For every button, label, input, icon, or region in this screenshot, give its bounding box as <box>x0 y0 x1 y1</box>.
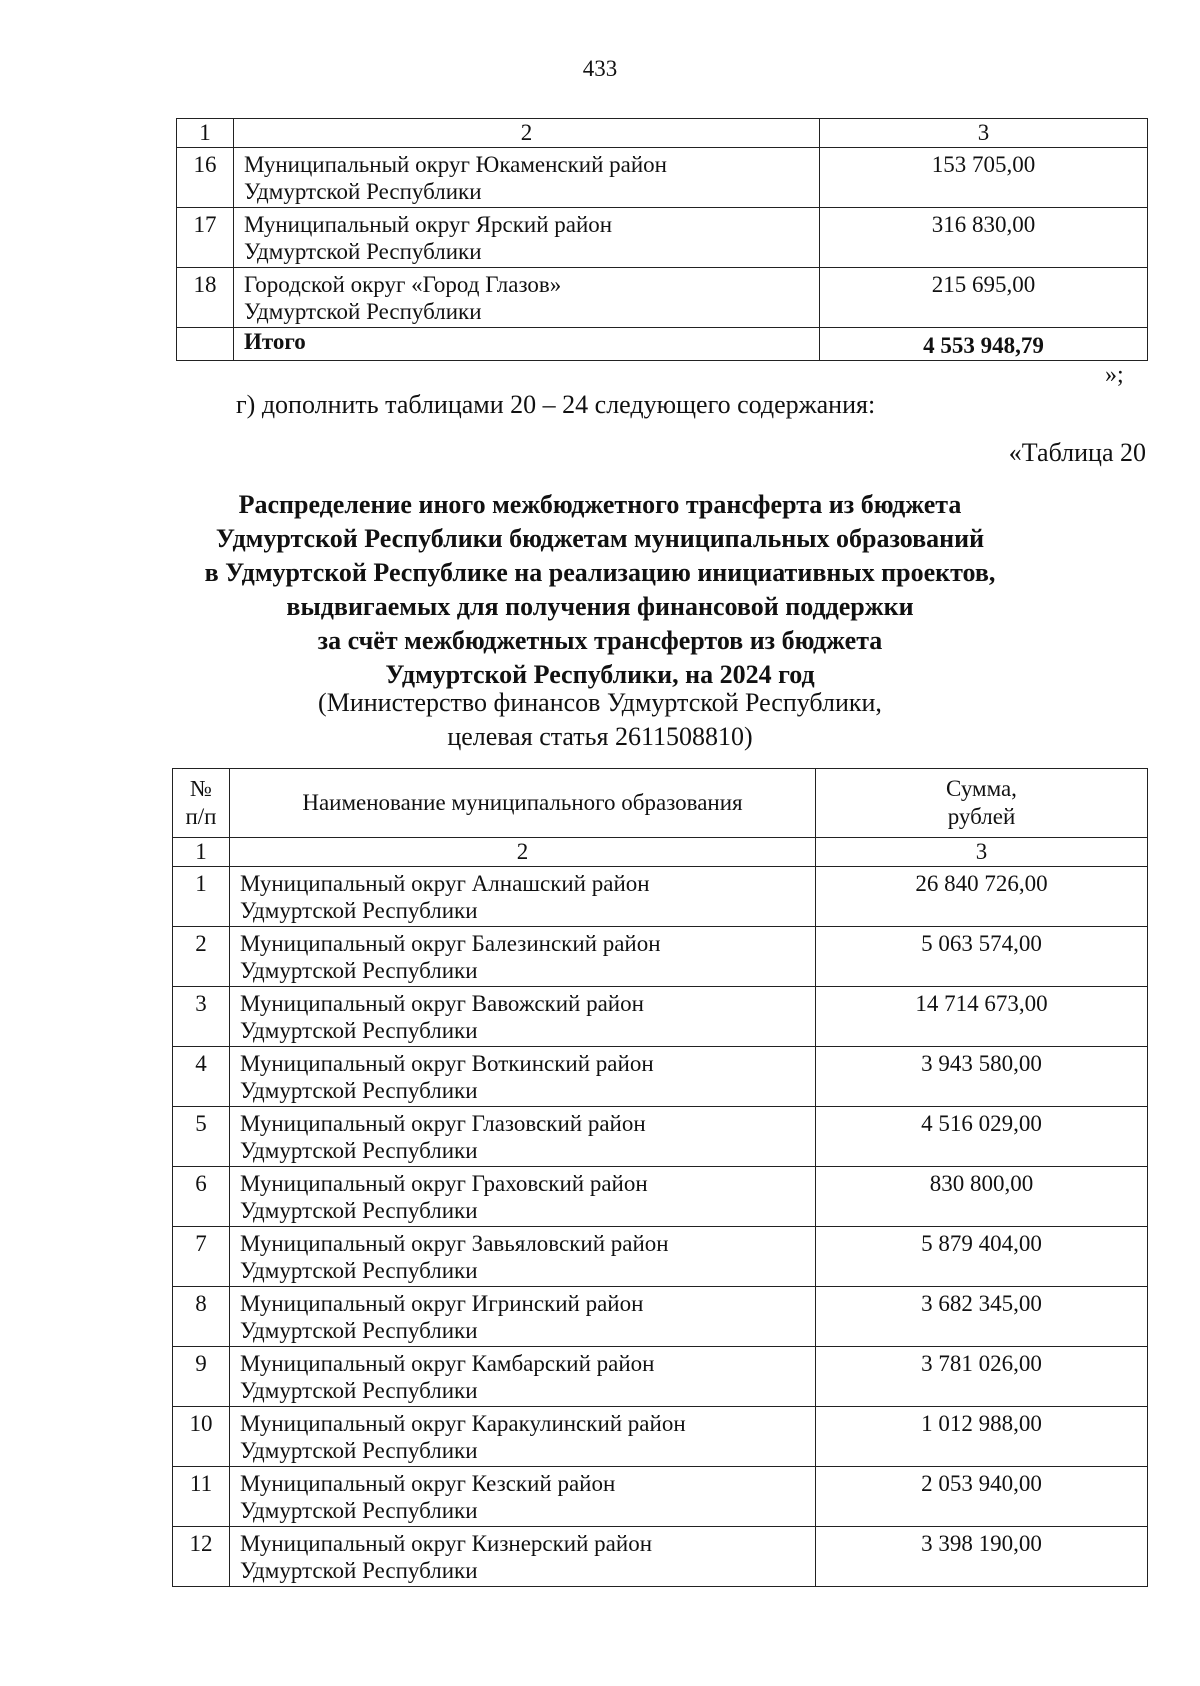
row-number: 9 <box>173 1347 230 1407</box>
row-number: 18 <box>177 268 234 328</box>
column-number-cell: 1 <box>177 119 234 148</box>
table-subtitle <box>0 686 1200 754</box>
name-line: Муниципальный округ Камбарский район <box>240 1351 655 1376</box>
header-number-line: № <box>190 776 212 801</box>
subtitle-line: (Министерство финансов Удмуртской Республики, <box>318 688 882 717</box>
municipality-name <box>230 1407 816 1467</box>
column-number-row <box>177 119 1148 148</box>
name-line: Муниципальный округ Граховский район <box>240 1171 648 1196</box>
title-line: Удмуртской Республики бюджетам муниципальных образований <box>215 524 985 553</box>
total-label: Итого <box>234 328 820 361</box>
table-row <box>173 1047 1148 1107</box>
row-number: 10 <box>173 1407 230 1467</box>
name-line: Муниципальный округ Завьяловский район <box>240 1231 669 1256</box>
name-line: Муниципальный округ Глазовский район <box>240 1111 646 1136</box>
header-sum <box>816 769 1148 838</box>
municipality-name <box>230 1167 816 1227</box>
table-row <box>173 1287 1148 1347</box>
amount: 26 840 726,00 <box>816 867 1148 927</box>
name-line: Удмуртской Республики <box>240 1018 478 1043</box>
amount: 215 695,00 <box>820 268 1148 328</box>
table-row <box>177 208 1148 268</box>
amount: 14 714 673,00 <box>816 987 1148 1047</box>
title-line: в Удмуртской Республике на реализацию инициативных проектов, <box>204 558 996 587</box>
amount: 5 879 404,00 <box>816 1227 1148 1287</box>
amount: 2 053 940,00 <box>816 1467 1148 1527</box>
name-line: Удмуртской Республики <box>240 1438 478 1463</box>
municipality-name <box>234 148 820 208</box>
header-name: Наименование муниципального образования <box>230 769 816 838</box>
total-empty-cell <box>177 328 234 361</box>
column-number-cell: 1 <box>173 838 230 867</box>
table-row <box>173 927 1148 987</box>
table-row <box>173 867 1148 927</box>
municipality-name <box>230 1467 816 1527</box>
name-line: Муниципальный округ Игринский район <box>240 1291 644 1316</box>
row-number: 2 <box>173 927 230 987</box>
column-number-cell: 3 <box>820 119 1148 148</box>
name-line: Муниципальный округ Алнашский район <box>240 871 650 896</box>
amount: 4 516 029,00 <box>816 1107 1148 1167</box>
total-amount: 4 553 948,79 <box>820 328 1148 361</box>
name-line: Муниципальный округ Юкаменский район <box>244 152 667 177</box>
title-line: Распределение иного межбюджетного трансферта из бюджета <box>238 490 962 519</box>
table-row <box>173 1167 1148 1227</box>
title-line: выдвигаемых для получения финансовой поддержки <box>286 592 914 621</box>
name-line: Удмуртской Республики <box>240 1198 478 1223</box>
name-line: Удмуртской Республики <box>240 1378 478 1403</box>
municipality-name <box>230 927 816 987</box>
municipality-name <box>230 867 816 927</box>
title-line: Удмуртской Республики, на 2024 год <box>385 660 815 689</box>
table-row <box>173 1467 1148 1527</box>
table-row <box>173 1407 1148 1467</box>
municipality-name <box>230 1287 816 1347</box>
header-number-line: п/п <box>185 804 217 829</box>
column-number-row <box>173 838 1148 867</box>
name-line: Муниципальный округ Кезский район <box>240 1471 616 1496</box>
previous-table <box>176 118 1148 361</box>
header-sum-line: Сумма, <box>946 776 1017 801</box>
column-number-cell: 2 <box>234 119 820 148</box>
name-line: Удмуртской Республики <box>240 958 478 983</box>
table-label: «Таблица 20 <box>1008 438 1146 467</box>
table-row <box>173 987 1148 1047</box>
name-line: Удмуртской Республики <box>240 1318 478 1343</box>
column-number-cell: 2 <box>230 838 816 867</box>
name-line: Муниципальный округ Вавожский район <box>240 991 644 1016</box>
municipality-name <box>230 1347 816 1407</box>
header-number <box>173 769 230 838</box>
table-row <box>173 1227 1148 1287</box>
municipality-name <box>230 1107 816 1167</box>
name-line: Удмуртской Республики <box>240 1558 478 1583</box>
name-line: Удмуртской Республики <box>240 898 478 923</box>
amount: 1 012 988,00 <box>816 1407 1148 1467</box>
title-line: за счёт межбюджетных трансфертов из бюджета <box>317 626 883 655</box>
row-number: 3 <box>173 987 230 1047</box>
table-row <box>173 1347 1148 1407</box>
table-title <box>0 488 1200 692</box>
row-number: 16 <box>177 148 234 208</box>
municipality-name <box>230 1527 816 1587</box>
name-line: Муниципальный округ Кизнерский район <box>240 1531 653 1556</box>
name-line: Удмуртской Республики <box>244 299 482 324</box>
table-row <box>177 268 1148 328</box>
name-line: Муниципальный округ Ярский район <box>244 212 613 237</box>
row-number: 4 <box>173 1047 230 1107</box>
name-line: Удмуртской Республики <box>240 1258 478 1283</box>
name-line: Удмуртской Республики <box>240 1078 478 1103</box>
table-row <box>173 1107 1148 1167</box>
municipality-name <box>230 1227 816 1287</box>
row-number: 8 <box>173 1287 230 1347</box>
amendment-paragraph: г) дополнить таблицами 20 – 24 следующего содержания: <box>236 390 876 419</box>
municipality-name <box>234 208 820 268</box>
amount: 3 943 580,00 <box>816 1047 1148 1107</box>
amount: 5 063 574,00 <box>816 927 1148 987</box>
table-body <box>173 867 1148 1587</box>
column-number-cell: 3 <box>816 838 1148 867</box>
header-row <box>173 769 1148 838</box>
name-line: Муниципальный округ Каракулинский район <box>240 1411 686 1436</box>
row-number: 7 <box>173 1227 230 1287</box>
municipality-name <box>230 1047 816 1107</box>
row-number: 6 <box>173 1167 230 1227</box>
amount: 830 800,00 <box>816 1167 1148 1227</box>
row-number: 11 <box>173 1467 230 1527</box>
amount: 3 398 190,00 <box>816 1527 1148 1587</box>
name-line: Удмуртской Республики <box>240 1498 478 1523</box>
header-sum-line: рублей <box>947 804 1016 829</box>
row-number: 12 <box>173 1527 230 1587</box>
row-number: 17 <box>177 208 234 268</box>
name-line: Муниципальный округ Воткинский район <box>240 1051 654 1076</box>
distribution-table <box>172 768 1148 1587</box>
municipality-name <box>234 268 820 328</box>
row-number: 1 <box>173 867 230 927</box>
name-line: Муниципальный округ Балезинский район <box>240 931 661 956</box>
municipality-name <box>230 987 816 1047</box>
table-row <box>173 1527 1148 1587</box>
name-line: Городской округ «Город Глазов» <box>244 272 562 297</box>
amount: 316 830,00 <box>820 208 1148 268</box>
name-line: Удмуртской Республики <box>240 1138 478 1163</box>
amount: 153 705,00 <box>820 148 1148 208</box>
row-number: 5 <box>173 1107 230 1167</box>
closing-quote: »; <box>1105 362 1124 388</box>
name-line: Удмуртской Республики <box>244 179 482 204</box>
table-row <box>177 148 1148 208</box>
page-number: 433 <box>582 56 618 81</box>
total-row <box>177 328 1148 361</box>
subtitle-line: целевая статья 2611508810) <box>447 722 753 751</box>
name-line: Удмуртской Республики <box>244 239 482 264</box>
amount: 3 682 345,00 <box>816 1287 1148 1347</box>
amount: 3 781 026,00 <box>816 1347 1148 1407</box>
